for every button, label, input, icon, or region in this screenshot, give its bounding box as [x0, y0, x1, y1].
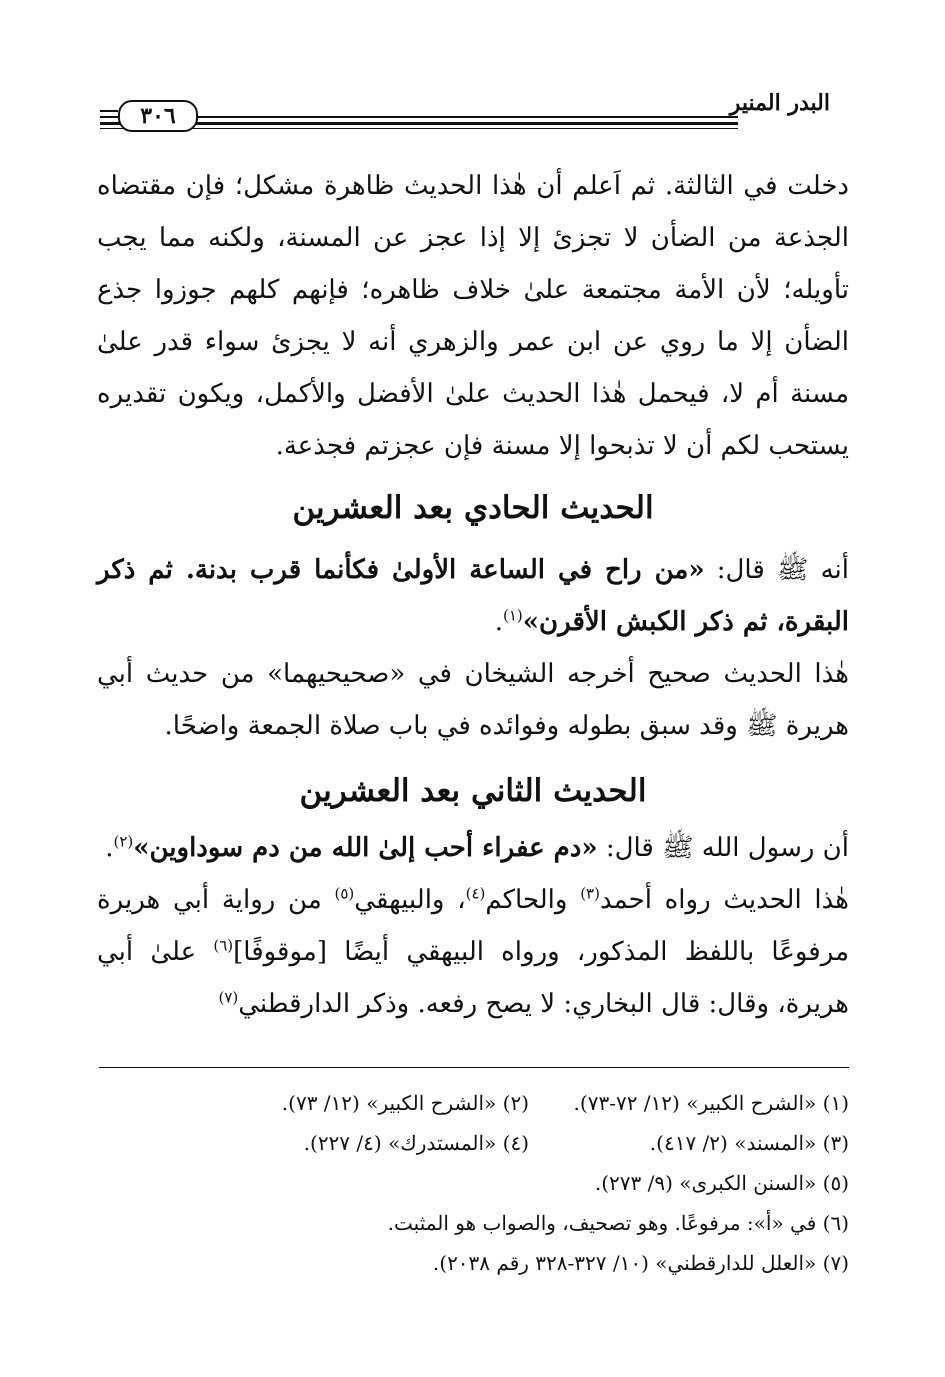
footnote: (٢) «الشرح الكبير» (١٢/ ٧٣).: [281, 1091, 529, 1115]
header-rule: [100, 110, 118, 112]
footnote-ref: (٦): [213, 936, 234, 955]
hadith-text: أنه ﷺ قال: «من راح في الساعة الأولىٰ فكأنما قرب بدنة. ثم ذكر البقرة، ثم ذكر الكبش الأقرن»$^{(١)}$.: [97, 555, 849, 637]
footnote-ref: (٥): [334, 884, 355, 903]
section-title: الحديث الحادي بعد العشرين: [292, 490, 654, 526]
footnote: (٦) في «أ»: مرفوعًا. وهو تصحيف، والصواب هو المثبت.: [387, 1211, 849, 1235]
hadith-text: أن رسول الله ﷺ قال: «دم عفراء أحب إلىٰ الله من دم سوداوين»$^{(٢)}$.: [105, 832, 849, 863]
hadith-commentary: هٰذا الحديث صحيح أخرجه الشيخان في «صحيحيهما» من حديث أبي هريرة ﷺ وقد سبق بطوله وفوائده في باب صلاة الجمعة واضحًا.: [97, 659, 849, 741]
footnote-ref: (٢): [113, 832, 134, 851]
footnote: (٣) «المسند» (٢/ ٤١٧).: [649, 1131, 849, 1155]
hadith-commentary: هٰذا الحديث رواه أحمد$^{(٣)}$ والحاكم$^{(٤)}$، والبيهقي$^{(٥)}$ من رواية أبي هريرة مرفوعًا باللفظ المذكور، ورواه البيهقي أيضًا [موقوفًا]$^{(٦)}$ علىٰ أبي هريرة، وقال: قال البخاري: لا يصح رفعه. وذكر الدارقطني$^{(٧)}$: [97, 884, 849, 1019]
running-title: البدر المنير: [729, 90, 830, 116]
page-number: ٣٠٦: [118, 100, 198, 132]
footnote-ref: (٤): [465, 884, 486, 903]
footnotes: [97, 1083, 849, 1283]
paragraph-continuation: دخلت في الثالثة. ثم اَعلم أن هٰذا الحديث ظاهرة مشكل؛ فإن مقتضاه الجذعة من الضأن لا تجزئ إلا إذا عجز عن المسنة، ولكنه مما يجب تأويله؛ لأن الأمة مجتمعة علىٰ خلاف ظاهره؛ فإنهم كلهم جوزوا جذع الضأن إلا ما روي عن ابن عمر والزهري أنه لا يجزئ سواء قدر علىٰ مسنة أم لا، فيحمل هٰذا الحديث علىٰ الأفضل والأكمل، ويكون تقديره يستحب لكم أن لا تذبحوا إلا مسنة فإن عجزتم فجذعة.: [97, 171, 849, 461]
hadith-lead: أنه ﷺ قال:: [704, 555, 849, 585]
hadith-quote: «دم عفراء أحب إلىٰ الله من دم سوداوين»: [133, 833, 598, 863]
footnote-ref: (١): [503, 606, 523, 625]
header-rule: [100, 116, 118, 118]
section-title: الحديث الثاني بعد العشرين: [299, 773, 647, 809]
footnote-separator: [99, 1067, 849, 1068]
footnote-ref: (٣): [580, 884, 600, 903]
footnote: (١) «الشرح الكبير» (١٢/ ٧٢-٧٣).: [573, 1091, 849, 1115]
footnote: (٤) «المستدرك» (٤/ ٢٢٧).: [303, 1131, 529, 1155]
footnote-ref: (٧): [218, 988, 239, 1007]
hadith-lead: أن رسول الله ﷺ قال:: [597, 833, 849, 863]
footnote: (٥) «السنن الكبرى» (٩/ ٢٧٣).: [594, 1171, 849, 1195]
footnote: (٧) «العلل للدارقطني» (١٠/ ٣٢٧-٣٢٨ رقم ٢٠٣٨).: [432, 1251, 849, 1275]
hadith-quote: «من راح في الساعة الأولىٰ فكأنما قرب بدنة. ثم ذكر البقرة، ثم ذكر الكبش الأقرن»: [97, 555, 849, 637]
header-rule: [100, 128, 738, 129]
page-header: [100, 90, 850, 132]
